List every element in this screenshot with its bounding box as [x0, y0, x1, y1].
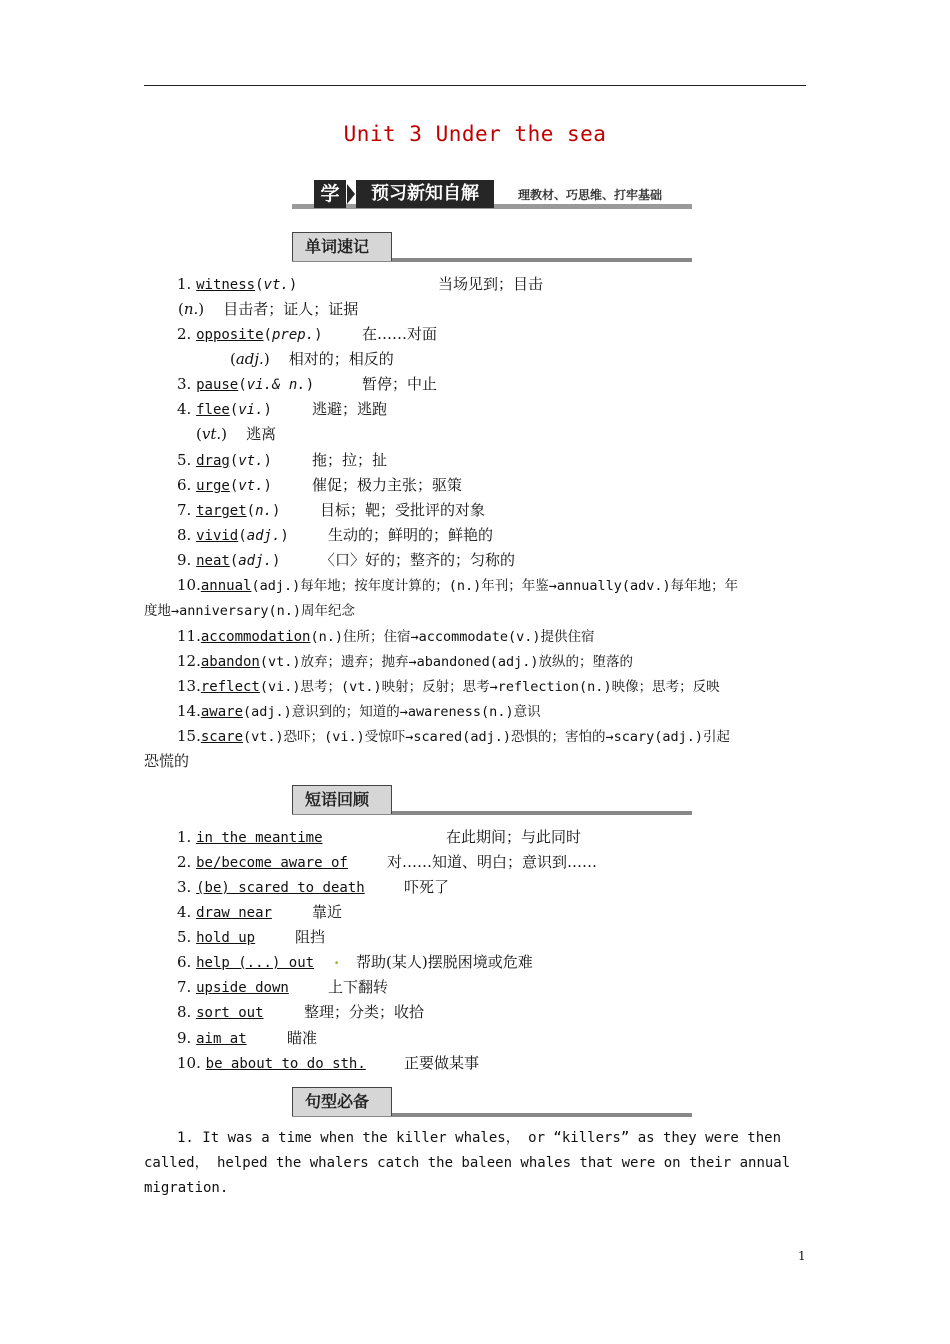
sentence-line: called， helped the whalers catch the baleen whales that were on their annual	[144, 1155, 791, 1171]
word-meaning: 逃避；逃跑	[312, 400, 388, 418]
word-item: 1. witness(vt.)	[177, 275, 298, 293]
phrase-meaning: 对……知道、明白；意识到……	[387, 853, 598, 871]
banner-arrow-icon	[347, 184, 355, 204]
word-meaning: 在……对面	[362, 325, 438, 343]
phrase-meaning: 正要做某事	[404, 1054, 480, 1072]
phrase-item: 8. sort out	[177, 1003, 264, 1021]
phrase-meaning: 吓死了	[404, 878, 450, 896]
word-item: 7. target(n.)	[177, 501, 281, 519]
phrase-item: 1. in the meantime	[177, 828, 323, 846]
word-item: 9. neat(adj.)	[177, 551, 281, 569]
phrase-item: 2. be/become aware of	[177, 853, 348, 871]
section-header-sentences	[292, 1087, 692, 1119]
word-item: 8. vivid(adj.)	[177, 526, 289, 544]
page-title: Unit 3 Under the sea	[343, 122, 607, 146]
word-item: 10.annual(adj.)每年地；按年度计算的；(n.)年刊；年鉴→annually(adv.)每年地；年	[177, 576, 739, 594]
word-item: 2. opposite(prep.)	[177, 325, 323, 343]
word-meaning: 暂停；中止	[362, 375, 438, 393]
section-banner	[292, 178, 692, 212]
page-number: 1	[798, 1249, 806, 1263]
word-meaning: 拖；拉；扯	[312, 451, 388, 469]
phrase-meaning: 阻挡	[295, 928, 326, 946]
sentence-line: migration.	[144, 1180, 229, 1196]
phrase-meaning: 在此期间；与此同时	[446, 828, 582, 846]
word-meaning: 生动的；鲜明的；鲜艳的	[328, 526, 494, 544]
word-meaning: 目标；靶；受批评的对象	[320, 501, 486, 519]
word-item: 5. drag(vt.)	[177, 451, 272, 469]
word-continuation: 度地→anniversary(n.)周年纪念	[144, 603, 356, 619]
phrase-item: 7. upside down	[177, 978, 289, 996]
word-item: 14.aware(adj.)意识到的；知道的→awareness(n.)意识	[177, 702, 541, 720]
word-extra: (vt.) 逃离	[196, 425, 277, 443]
marker-dot: .	[334, 950, 340, 968]
phrase-item: 9. aim at	[177, 1029, 247, 1047]
section-title: 单词速记	[292, 232, 392, 261]
word-extra: (n.) 目击者；证人；证据	[178, 300, 359, 318]
word-item: 15.scare(vt.)恐吓；(vi.)受惊吓→scared(adj.)恐惧的；害怕的→scary(adj.)引起	[177, 727, 730, 745]
phrase-meaning: 瞄准	[287, 1029, 318, 1047]
word-extra: (adj.) 相对的；相反的	[230, 350, 394, 368]
top-rule	[144, 85, 806, 86]
banner-subtitle: 理教材、巧思维、打牢基础	[518, 188, 663, 202]
word-item: 12.abandon(vt.)放弃；遗弃；抛弃→abandoned(adj.)放纵的；堕落的	[177, 652, 634, 670]
section-header-words	[292, 232, 692, 264]
phrase-item: 4. draw near	[177, 903, 272, 921]
phrase-meaning: 靠近	[312, 903, 343, 921]
phrase-meaning: 上下翻转	[328, 978, 389, 996]
phrase-meaning: 帮助(某人)摆脱困境或危难	[356, 953, 533, 971]
word-meaning: 当场见到；目击	[438, 275, 544, 293]
phrase-item: 3. (be) scared to death	[177, 878, 365, 896]
section-title: 短语回顾	[292, 785, 392, 814]
word-continuation: 恐慌的	[144, 752, 190, 770]
section-header-phrases	[292, 785, 692, 817]
word-item: 3. pause(vi.& n.)	[177, 375, 315, 393]
word-meaning: 〈口〉好的；整齐的；匀称的	[320, 551, 516, 569]
phrase-item: 6. help (...) out	[177, 953, 315, 971]
section-title: 句型必备	[292, 1087, 392, 1116]
banner-badge: 学	[314, 180, 346, 208]
word-item: 13.reflect(vi.)思考；(vt.)映射；反射；思考→reflection(n.)映像；思考；反映	[177, 677, 720, 695]
phrase-item: 5. hold up	[177, 928, 256, 946]
phrase-item: 10. be about to do sth.	[177, 1054, 366, 1072]
word-meaning: 催促；极力主张；驱策	[312, 476, 463, 494]
phrase-meaning: 整理；分类；收拾	[304, 1003, 425, 1021]
word-item: 11.accommodation(n.)住所；住宿→accommodate(v.)提供住宿	[177, 627, 595, 645]
banner-title: 预习新知自解	[356, 180, 494, 208]
sentence-line: 1. It was a time when the killer whales， or “killers” as they were then	[177, 1130, 782, 1146]
word-item: 6. urge(vt.)	[177, 476, 272, 494]
word-item: 4. flee(vi.)	[177, 400, 272, 418]
